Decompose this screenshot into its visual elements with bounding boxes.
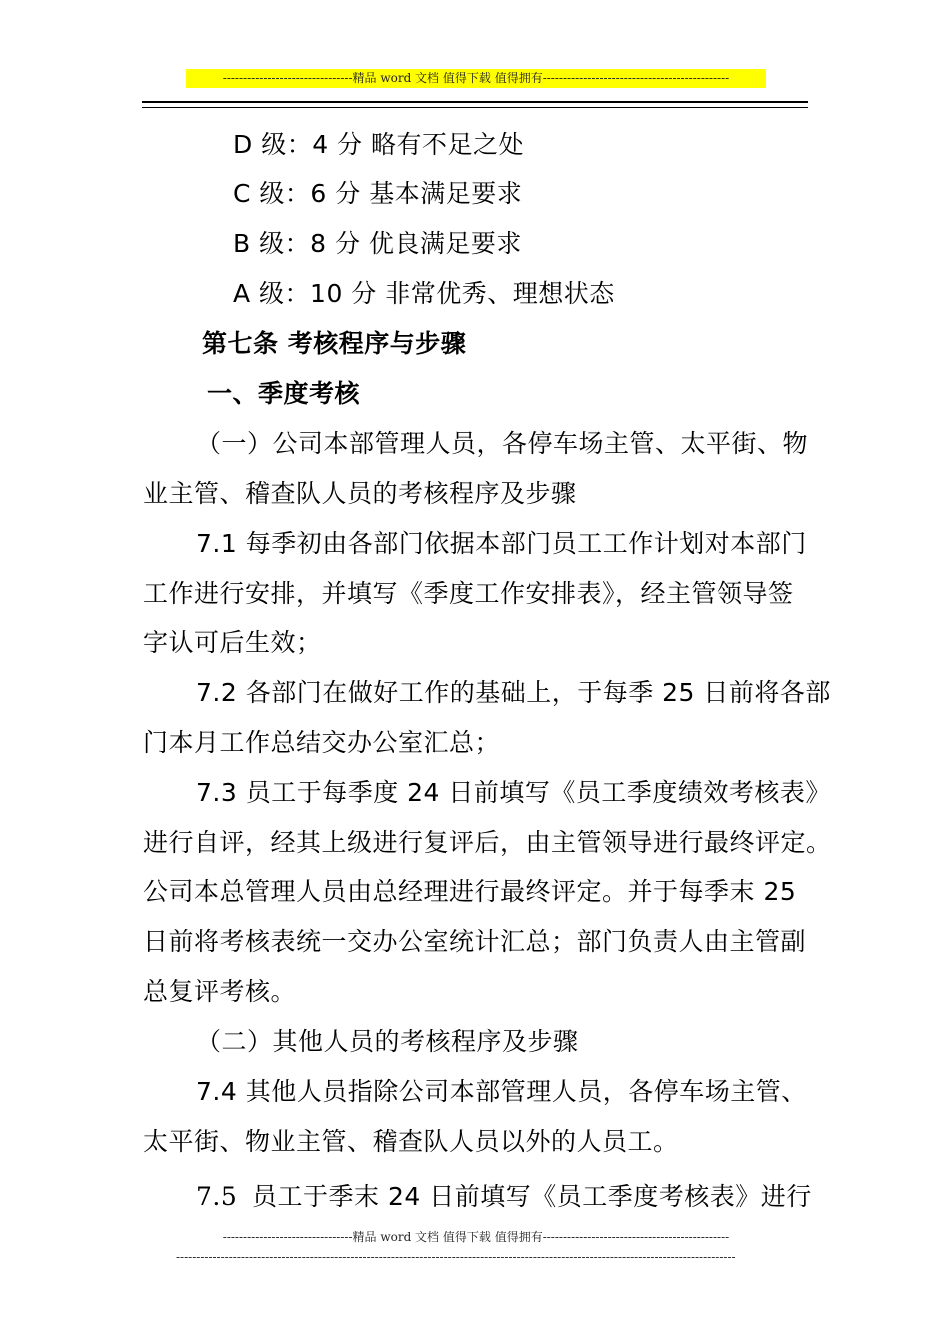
footer-rule: ------------------------------------------------------------------------------------------------------------------------------------------: [176, 1250, 736, 1264]
para-line: 7.4 其他人员指除公司本部管理人员，各停车场主管、: [196, 1077, 807, 1106]
para-line: 总复评考核。: [143, 977, 297, 1006]
section-title: 一、季度考核: [207, 379, 361, 408]
para-line: 太平街、物业主管、稽查队人员以外的人员工。: [143, 1127, 679, 1156]
para-line: 7.1 每季初由各部门依据本部门员工工作计划对本部门: [196, 529, 807, 558]
para-line: 公司本总管理人员由总经理进行最终评定。并于每季末 25: [143, 877, 797, 906]
header-rule-thin: [142, 107, 808, 108]
footer-banner: --------------------------------精品 word 文档 值得下载 值得拥有----------------------------------------------: [222, 1230, 730, 1244]
para-line: （二）其他人员的考核程序及步骤: [196, 1027, 579, 1056]
para-line: 业主管、稽查队人员的考核程序及步骤: [143, 479, 577, 508]
grade-a: A 级：10 分 非常优秀、理想状态: [233, 279, 615, 308]
para-line: 进行自评，经其上级进行复评后，由主管领导进行最终评定。: [143, 828, 832, 857]
para-line: 日前将考核表统一交办公室统计汇总；部门负责人由主管副: [143, 927, 807, 956]
item-number: 7.5: [196, 1182, 238, 1211]
para-line: 7.2 各部门在做好工作的基础上，于每季 25 日前将各部: [196, 678, 831, 707]
grade-c: C 级：6 分 基本满足要求: [233, 179, 523, 208]
para-line: 字认可后生效；: [143, 628, 322, 657]
para-line: 员工于季末 24 日前填写《员工季度考核表》进行: [252, 1182, 812, 1211]
grade-b: B 级：8 分 优良满足要求: [233, 229, 522, 258]
para-line: （一）公司本部管理人员，各停车场主管、太平街、物: [196, 429, 809, 458]
para-line: 门本月工作总结交办公室汇总；: [143, 728, 501, 757]
para-line: 7.3 员工于每季度 24 日前填写《员工季度绩效考核表》: [196, 778, 831, 807]
grade-d: D 级：4 分 略有不足之处: [233, 130, 524, 159]
para-line: 工作进行安排，并填写《季度工作安排表》，经主管领导签: [143, 579, 794, 608]
header-banner: --------------------------------精品 word 文档 值得下载 值得拥有----------------------------------------------: [186, 69, 766, 88]
header-rule-thick: [142, 101, 808, 103]
article-title: 第七条 考核程序与步骤: [202, 329, 467, 358]
